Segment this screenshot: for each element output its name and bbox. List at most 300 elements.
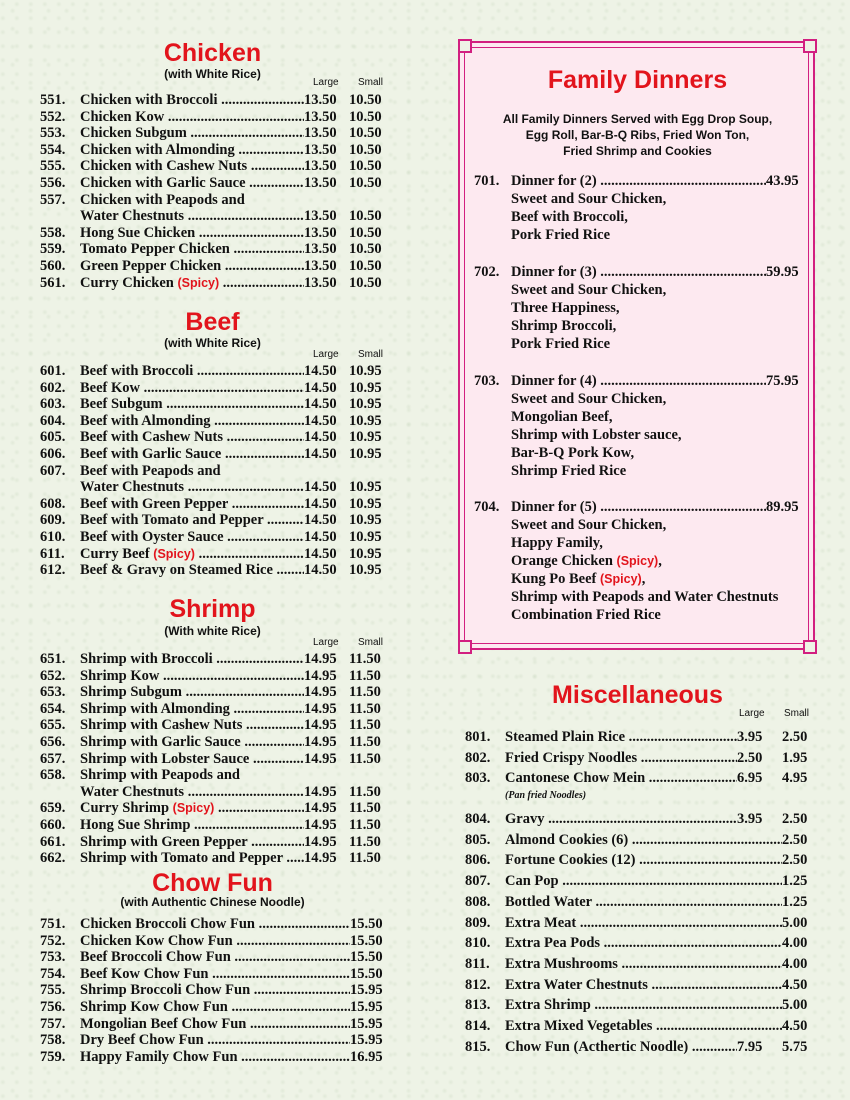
dish-name: Kung Po Beef bbox=[511, 571, 597, 587]
menu-item bbox=[40, 717, 390, 734]
item-number: 601. bbox=[40, 363, 66, 379]
item-name bbox=[80, 651, 304, 668]
dinner-item bbox=[474, 372, 809, 480]
beef-subtitle: (with White Rice) bbox=[164, 336, 261, 350]
item-name-text: Beef & Gravy on Steamed Rice bbox=[80, 562, 273, 579]
price-large: 13.50 bbox=[304, 257, 337, 274]
item-name-text: Water Chestnuts bbox=[80, 479, 185, 496]
dish-name: Mongolian Beef, bbox=[511, 409, 613, 425]
item-number: 801. bbox=[465, 729, 491, 745]
item-name-text: Can Pop bbox=[505, 873, 559, 890]
price-small: 10.50 bbox=[349, 208, 382, 225]
item-name bbox=[80, 916, 350, 933]
misc-list bbox=[465, 727, 815, 1057]
menu-item bbox=[40, 562, 390, 579]
item-name bbox=[80, 933, 350, 950]
price-large: 14.50 bbox=[304, 528, 337, 545]
price-small: 10.50 bbox=[349, 174, 382, 191]
item-name-text: Extra Meat bbox=[505, 914, 577, 931]
price-small: 2.50 bbox=[782, 852, 808, 869]
misc-col-large: Large bbox=[739, 708, 765, 719]
dinner-title: Dinner for (4) ..... bbox=[511, 372, 766, 390]
item-name-text: Shrimp with Peapods and bbox=[80, 767, 240, 784]
item-name bbox=[80, 982, 350, 999]
price-small: 11.50 bbox=[349, 733, 381, 750]
item-name-text: Curry Beef bbox=[80, 545, 150, 562]
price-large: 14.50 bbox=[304, 445, 337, 462]
item-name bbox=[80, 734, 304, 751]
dish-punct: , bbox=[641, 571, 646, 587]
dish-name: Shrimp Fried Rice bbox=[511, 463, 627, 479]
item-name-text: Chow Fun (Acthertic Noodle) bbox=[505, 1038, 689, 1055]
dish-name: Pork Fried Rice bbox=[511, 336, 611, 352]
item-price: 15.50 bbox=[350, 932, 383, 949]
item-price: 15.50 bbox=[350, 949, 383, 966]
menu-item bbox=[465, 748, 815, 769]
item-number: 810. bbox=[465, 935, 491, 952]
item-name bbox=[505, 1037, 737, 1058]
item-name-text: Extra Shrimp bbox=[505, 997, 591, 1014]
item-number: 657. bbox=[40, 750, 66, 767]
price-small: 2.50 bbox=[782, 811, 808, 828]
item-name bbox=[80, 966, 350, 983]
price-small: 10.50 bbox=[349, 274, 382, 291]
note-line: Egg Roll, Bar-B-Q Ribs, Fried Won Ton, bbox=[525, 128, 750, 142]
item-name bbox=[80, 949, 350, 966]
menu-item bbox=[40, 734, 390, 751]
price-small: 4.00 bbox=[782, 935, 808, 952]
price-large: 13.50 bbox=[304, 274, 337, 291]
price-small: 11.50 bbox=[349, 833, 381, 850]
dinner-title: Dinner for (2) ..... bbox=[511, 172, 766, 190]
item-name-text: Gravy bbox=[505, 811, 545, 828]
menu-item bbox=[465, 809, 815, 830]
spicy-label: (Spicy) bbox=[616, 554, 659, 568]
item-number: 755. bbox=[40, 982, 66, 999]
item-number: 558. bbox=[40, 224, 66, 241]
dinner-price: 89.95 bbox=[766, 499, 799, 515]
price-large: 13.50 bbox=[304, 125, 337, 142]
item-name-text: Shrimp with Broccoli bbox=[80, 651, 213, 667]
price-small: 5.00 bbox=[782, 997, 808, 1014]
spicy-label: (Spicy) bbox=[153, 546, 195, 561]
item-name bbox=[80, 192, 304, 209]
chicken-col-small: Small bbox=[358, 77, 384, 88]
price-large: 14.50 bbox=[304, 412, 337, 429]
item-name bbox=[505, 954, 782, 975]
item-number: 555. bbox=[40, 158, 66, 175]
price-large: 14.50 bbox=[304, 396, 337, 413]
item-number: 814. bbox=[465, 1017, 491, 1034]
price-large: 6.95 bbox=[737, 770, 763, 787]
menu-item bbox=[40, 651, 390, 668]
price-large: 2.50 bbox=[737, 749, 763, 766]
item-number: 604. bbox=[40, 412, 66, 429]
misc-title: Miscellaneous bbox=[552, 681, 723, 709]
item-name-text: Beef with Tomato and Pepper bbox=[80, 512, 264, 529]
price-large: 14.50 bbox=[304, 495, 337, 512]
dish-punct: , bbox=[658, 553, 662, 569]
item-price: 15.95 bbox=[350, 982, 383, 999]
item-number: 605. bbox=[40, 429, 66, 446]
price-large: 14.95 bbox=[304, 800, 337, 817]
dinner-dish bbox=[474, 408, 809, 426]
item-number: 602. bbox=[40, 379, 66, 396]
menu-item bbox=[40, 916, 390, 933]
item-number: 751. bbox=[40, 916, 66, 932]
item-name-text: Shrimp Kow bbox=[80, 667, 160, 684]
item-name bbox=[80, 701, 304, 718]
dinner-dish bbox=[474, 606, 809, 624]
family-dinners-note bbox=[465, 111, 810, 159]
price-large: 13.50 bbox=[304, 208, 337, 225]
item-name bbox=[80, 479, 304, 496]
menu-item bbox=[40, 1016, 390, 1033]
spicy-label: (Spicy) bbox=[177, 275, 220, 290]
item-name-text: Beef Broccoli Chow Fun bbox=[80, 949, 231, 966]
item-number: 756. bbox=[40, 998, 66, 1015]
price-large: 13.50 bbox=[304, 141, 337, 158]
item-price: 15.50 bbox=[350, 965, 383, 982]
menu-item bbox=[40, 1049, 390, 1066]
item-name-text: Beef with Garlic Sauce bbox=[80, 445, 222, 462]
menu-item bbox=[40, 258, 390, 275]
item-name bbox=[80, 1016, 350, 1033]
dinner-dish bbox=[474, 444, 809, 462]
item-name-text: Chicken with Cashew Nuts bbox=[80, 158, 248, 175]
item-name-text: Almond Cookies (6) bbox=[505, 831, 629, 848]
item-number: 759. bbox=[40, 1048, 66, 1065]
dish-name: Shrimp Broccoli, bbox=[511, 318, 617, 334]
item-name-text: Steamed Plain Rice bbox=[505, 729, 626, 745]
price-small: 11.50 bbox=[349, 783, 381, 800]
item-name bbox=[80, 175, 304, 192]
item-name-text: Mongolian Beef Chow Fun bbox=[80, 1015, 247, 1032]
item-name-text: Shrimp with Tomato and Pepper bbox=[80, 850, 283, 867]
shrimp-col-large: Large bbox=[313, 637, 339, 648]
menu-item bbox=[465, 913, 815, 934]
dish-name: Shrimp with Lobster sauce, bbox=[511, 427, 682, 443]
beef-title: Beef bbox=[185, 308, 240, 336]
price-large: 13.50 bbox=[304, 108, 337, 125]
price-small: 10.95 bbox=[349, 445, 382, 462]
price-large: 14.50 bbox=[304, 429, 337, 446]
item-number: 815. bbox=[465, 1038, 491, 1055]
dish-name: Sweet and Sour Chicken, bbox=[511, 191, 667, 207]
item-name-text: Extra Water Chestnuts bbox=[505, 976, 648, 993]
price-small: 4.00 bbox=[782, 955, 808, 972]
item-name bbox=[80, 834, 304, 851]
item-name bbox=[505, 809, 737, 830]
item-number: 802. bbox=[465, 749, 491, 766]
item-number: 561. bbox=[40, 274, 66, 291]
item-name-text: Shrimp with Lobster Sauce bbox=[80, 750, 250, 767]
item-name-text: Chicken Broccoli Chow Fun bbox=[80, 916, 255, 932]
menu-item bbox=[40, 463, 390, 480]
item-name-text: Dry Beef Chow Fun bbox=[80, 1032, 204, 1049]
dish-name: Beef with Broccoli, bbox=[511, 209, 628, 225]
item-name bbox=[80, 668, 304, 685]
price-large: 14.95 bbox=[304, 717, 337, 734]
menu-item bbox=[40, 767, 390, 784]
item-number: 752. bbox=[40, 932, 66, 949]
menu-item bbox=[40, 109, 390, 126]
price-small: 10.95 bbox=[349, 495, 382, 512]
menu-item bbox=[40, 512, 390, 529]
item-number: 661. bbox=[40, 833, 66, 850]
dinner-item bbox=[474, 498, 809, 624]
item-name bbox=[80, 767, 304, 784]
price-large: 14.95 bbox=[304, 700, 337, 717]
item-name-text: Water Chestnuts bbox=[80, 783, 185, 800]
item-name bbox=[80, 446, 304, 463]
price-large: 14.50 bbox=[304, 363, 337, 379]
price-small: 10.95 bbox=[349, 379, 382, 396]
price-small: 4.50 bbox=[782, 1017, 808, 1034]
dinner-dish bbox=[474, 390, 809, 408]
dish-name: Orange Chicken bbox=[511, 553, 613, 569]
price-small: 11.50 bbox=[349, 816, 381, 833]
note-line: All Family Dinners Served with Egg Drop Soup, bbox=[502, 112, 773, 126]
item-number: 608. bbox=[40, 495, 66, 512]
item-number: 754. bbox=[40, 965, 66, 982]
dish-name: Shrimp with Peapods and Water Chestnuts bbox=[511, 589, 779, 605]
menu-item bbox=[40, 684, 390, 701]
item-number: 603. bbox=[40, 396, 66, 413]
family-dinners-title: Family Dinners bbox=[547, 66, 728, 94]
item-name bbox=[80, 396, 304, 413]
item-name bbox=[80, 546, 304, 563]
price-small: 10.50 bbox=[349, 224, 382, 241]
menu-item bbox=[465, 954, 815, 975]
price-small: 1.95 bbox=[782, 749, 808, 766]
item-name bbox=[80, 92, 304, 109]
dinner-price: 59.95 bbox=[766, 264, 799, 280]
item-number: 606. bbox=[40, 445, 66, 462]
item-name-text: Beef with Cashew Nuts bbox=[80, 429, 223, 446]
menu-item bbox=[40, 275, 390, 292]
dinner-dish bbox=[474, 299, 809, 317]
item-name bbox=[80, 125, 304, 142]
item-name bbox=[80, 1032, 350, 1049]
item-name-text: Beef Subgum bbox=[80, 396, 163, 413]
price-large: 13.50 bbox=[304, 224, 337, 241]
price-large: 13.50 bbox=[304, 174, 337, 191]
item-number: 656. bbox=[40, 733, 66, 750]
dinner-dish bbox=[474, 462, 809, 480]
item-number: 559. bbox=[40, 241, 66, 258]
price-large: 3.95 bbox=[737, 729, 763, 745]
item-number: 651. bbox=[40, 651, 66, 667]
item-number: 662. bbox=[40, 850, 66, 867]
menu-item bbox=[40, 529, 390, 546]
menu-item bbox=[465, 768, 815, 789]
item-number: 659. bbox=[40, 800, 66, 817]
menu-item bbox=[40, 701, 390, 718]
dinner-dish bbox=[474, 208, 809, 226]
menu-item bbox=[465, 892, 815, 913]
chicken-title: Chicken bbox=[163, 39, 262, 67]
price-small: 10.50 bbox=[349, 158, 382, 175]
item-name bbox=[80, 684, 304, 701]
dish-name: Pork Fried Rice bbox=[511, 227, 611, 243]
price-large: 7.95 bbox=[737, 1038, 763, 1055]
box-corner-ornament bbox=[803, 39, 817, 53]
menu-item bbox=[40, 479, 390, 496]
dinner-dish bbox=[474, 281, 809, 299]
item-name bbox=[80, 241, 304, 258]
menu-item bbox=[465, 727, 815, 748]
price-small: 10.50 bbox=[349, 257, 382, 274]
item-price: 15.50 bbox=[350, 916, 383, 932]
menu-item bbox=[40, 668, 390, 685]
item-name bbox=[505, 768, 737, 789]
dish-name: Sweet and Sour Chicken, bbox=[511, 391, 667, 407]
item-number: 607. bbox=[40, 462, 66, 479]
item-name-text: Beef with Broccoli bbox=[80, 363, 194, 379]
price-large: 14.95 bbox=[304, 783, 337, 800]
price-small: 11.50 bbox=[349, 750, 381, 767]
menu-item bbox=[465, 850, 815, 871]
menu-item bbox=[465, 995, 815, 1016]
price-small: 10.50 bbox=[349, 108, 382, 125]
item-number: 660. bbox=[40, 816, 66, 833]
item-name bbox=[80, 512, 304, 529]
menu-item bbox=[40, 158, 390, 175]
item-name-text: Chicken with Almonding bbox=[80, 141, 235, 158]
menu-item bbox=[40, 225, 390, 242]
price-small: 5.00 bbox=[782, 914, 808, 931]
menu-item bbox=[40, 817, 390, 834]
menu-item bbox=[465, 933, 815, 954]
menu-item bbox=[40, 241, 390, 258]
item-name-text: Chicken with Garlic Sauce bbox=[80, 174, 246, 191]
price-small: 4.50 bbox=[782, 976, 808, 993]
menu-item bbox=[40, 784, 390, 801]
item-number: 556. bbox=[40, 174, 66, 191]
item-number: 609. bbox=[40, 512, 66, 529]
dish-name: Happy Family, bbox=[511, 535, 603, 551]
menu-item bbox=[40, 834, 390, 851]
dish-name: Sweet and Sour Chicken, bbox=[511, 517, 667, 533]
item-name-text: Extra Mixed Vegetables bbox=[505, 1017, 653, 1034]
item-name-text: Curry Shrimp bbox=[80, 800, 170, 817]
item-number: 803. bbox=[465, 770, 491, 787]
item-name-text: Tomato Pepper Chicken bbox=[80, 241, 230, 258]
item-name-text: Beef with Peapods and bbox=[80, 462, 221, 479]
item-name bbox=[80, 109, 304, 126]
dinner-number: 704. bbox=[474, 499, 500, 515]
dinner-price: 75.95 bbox=[766, 373, 799, 389]
item-name-text: Beef with Oyster Sauce bbox=[80, 528, 224, 545]
price-small: 2.50 bbox=[782, 729, 808, 745]
menu-item bbox=[40, 380, 390, 397]
menu-item bbox=[40, 429, 390, 446]
box-corner-ornament bbox=[803, 640, 817, 654]
item-number: 557. bbox=[40, 191, 66, 208]
shrimp-subtitle: (With white Rice) bbox=[164, 624, 261, 638]
menu-item bbox=[40, 800, 390, 817]
menu-item bbox=[40, 208, 390, 225]
item-number: 757. bbox=[40, 1015, 66, 1032]
spicy-label: (Spicy) bbox=[172, 801, 215, 816]
dinner-title: Dinner for (5) ..... bbox=[511, 498, 766, 516]
item-number: 552. bbox=[40, 108, 66, 125]
item-name bbox=[80, 784, 304, 801]
item-number: 758. bbox=[40, 1032, 66, 1049]
misc-col-small: Small bbox=[784, 708, 810, 719]
beef-col-large: Large bbox=[313, 349, 339, 360]
dinner-title: Dinner for (3) ..... bbox=[511, 263, 766, 281]
item-name-text: Chicken Subgum bbox=[80, 125, 187, 142]
chowfun-title: Chow Fun bbox=[152, 869, 273, 897]
item-number: 610. bbox=[40, 528, 66, 545]
menu-item bbox=[40, 413, 390, 430]
price-small: 10.50 bbox=[349, 125, 382, 142]
item-name-text: Beef Kow Chow Fun bbox=[80, 965, 209, 982]
item-name bbox=[80, 208, 304, 225]
menu-item bbox=[465, 830, 815, 851]
menu-item bbox=[40, 192, 390, 209]
price-small: 11.50 bbox=[349, 700, 381, 717]
price-small: 11.50 bbox=[349, 717, 381, 734]
dish-name: Combination Fried Rice bbox=[511, 607, 661, 623]
price-large: 13.50 bbox=[304, 92, 337, 108]
price-large: 14.50 bbox=[304, 379, 337, 396]
item-name-text: Hong Sue Chicken bbox=[80, 224, 196, 241]
menu-item bbox=[40, 966, 390, 983]
menu-item bbox=[40, 933, 390, 950]
item-name-text: Shrimp Subgum bbox=[80, 684, 182, 701]
item-name bbox=[505, 975, 782, 996]
menu-item bbox=[40, 751, 390, 768]
item-name-text: Happy Family Chow Fun bbox=[80, 1048, 238, 1065]
item-name-text: Curry Chicken bbox=[80, 274, 174, 291]
price-small: 10.95 bbox=[349, 562, 382, 579]
item-number: 554. bbox=[40, 141, 66, 158]
price-large: 14.50 bbox=[304, 545, 337, 562]
menu-item bbox=[40, 1032, 390, 1049]
item-name-text: Chicken Kow Chow Fun bbox=[80, 932, 233, 949]
item-name-text: Fortune Cookies (12) bbox=[505, 852, 636, 869]
item-name-text: Beef with Almonding bbox=[80, 412, 211, 429]
price-small: 10.95 bbox=[349, 545, 382, 562]
item-name bbox=[80, 463, 304, 480]
item-name-text: Cantonese Chow Mein bbox=[505, 770, 646, 787]
price-large: 13.50 bbox=[304, 158, 337, 175]
item-price: 15.95 bbox=[350, 1015, 383, 1032]
menu-item bbox=[40, 396, 390, 413]
item-number: 655. bbox=[40, 717, 66, 734]
menu-item bbox=[40, 982, 390, 999]
item-number: 551. bbox=[40, 92, 66, 108]
menu-item bbox=[40, 142, 390, 159]
item-name-text: Hong Sue Shrimp bbox=[80, 816, 191, 833]
item-name bbox=[80, 429, 304, 446]
price-small: 11.50 bbox=[349, 850, 381, 867]
shrimp-col-small: Small bbox=[358, 637, 384, 648]
dinner-dish bbox=[474, 226, 809, 244]
dinner-number: 701. bbox=[474, 173, 500, 189]
dinner-item bbox=[474, 172, 809, 244]
item-name bbox=[80, 1049, 350, 1066]
menu-item bbox=[40, 949, 390, 966]
item-name bbox=[505, 830, 782, 851]
item-name bbox=[505, 850, 782, 871]
chicken-col-large: Large bbox=[313, 77, 339, 88]
dinner-dish bbox=[474, 426, 809, 444]
chowfun-subtitle: (with Authentic Chinese Noodle) bbox=[120, 895, 305, 909]
